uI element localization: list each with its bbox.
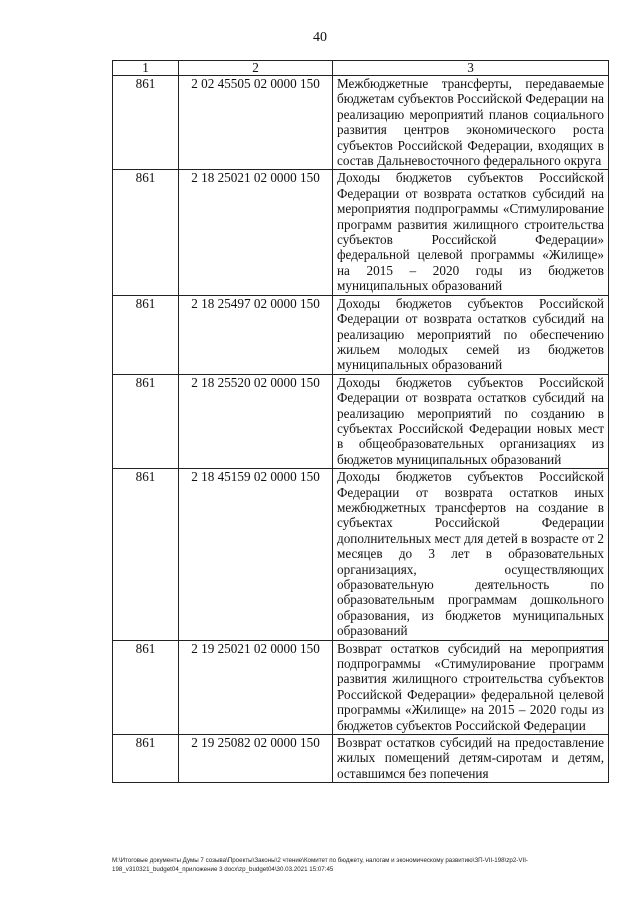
header-col-2: 2 (179, 61, 333, 76)
table-header-row (113, 61, 609, 76)
table-row (113, 170, 609, 295)
description-cell: Доходы бюджетов субъектов Российской Федерации от возврата остатков субсидий на мероприятия подпрограммы «Стимулирование программ развития жилищного строительства субъектов Российской Федерации» федеральной целевой программы «Жилище» на 2015 – 2020 годы из бюджетов муниципальных образований (333, 170, 609, 295)
table-row (113, 735, 609, 783)
table-row (113, 76, 609, 170)
revenue-codes-table (112, 60, 609, 783)
description-cell: Межбюджетные трансферты, передаваемые бюджетам субъектов Российской Федерации на реализацию мероприятий планов социального развития центров экономического роста субъектов Российской Федерации, входящих в состав Дальневосточного федерального округа (333, 76, 609, 170)
table-row (113, 374, 609, 468)
page-number: 40 (313, 30, 327, 45)
kbk-code-cell: 2 19 25021 02 0000 150 (179, 640, 333, 734)
kbk-code-cell: 2 02 45505 02 0000 150 (179, 76, 333, 170)
kbk-code-cell: 2 19 25082 02 0000 150 (179, 735, 333, 783)
admin-code-cell: 861 (113, 640, 179, 734)
table-row (113, 469, 609, 640)
description-cell: Доходы бюджетов субъектов Российской Федерации от возврата остатков субсидий на реализацию мероприятий по созданию в субъектах Российской Федерации новых мест в общеобразовательных организациях из бюджетов муниципальных образований (333, 374, 609, 468)
description-cell: Возврат остатков субсидий на мероприятия подпрограммы «Стимулирование программ развития жилищного строительства субъектов Российской Федерации» федеральной целевой программы «Жилище» на 2015 – 2020 годы из бюджетов субъектов Российской Федерации (333, 640, 609, 734)
description-cell: Доходы бюджетов субъектов Российской Федерации от возврата остатков иных межбюджетных трансфертов на создание в субъектах Российской Федерации дополнительных мест для детей в возрасте от 2 месяцев до 3 лет в образовательных организациях, осуществляющих образовательную деятельность по образовательным программам дошкольного образования, из бюджетов муниципальных образований (333, 469, 609, 640)
admin-code-cell: 861 (113, 76, 179, 170)
kbk-code-cell: 2 18 45159 02 0000 150 (179, 469, 333, 640)
admin-code-cell: 861 (113, 735, 179, 783)
header-col-1: 1 (113, 61, 179, 76)
description-cell: Возврат остатков субсидий на предоставление жилых помещений детям-сиротам и детям, оставшимся без попечения (333, 735, 609, 783)
admin-code-cell: 861 (113, 374, 179, 468)
table-row (113, 640, 609, 734)
admin-code-cell: 861 (113, 295, 179, 374)
kbk-code-cell: 2 18 25497 02 0000 150 (179, 295, 333, 374)
admin-code-cell: 861 (113, 469, 179, 640)
table-row (113, 295, 609, 374)
header-col-3: 3 (333, 61, 609, 76)
description-cell: Доходы бюджетов субъектов Российской Федерации от возврата остатков субсидий на реализацию мероприятий по обеспечению жильем молодых семей из бюджетов муниципальных образований (333, 295, 609, 374)
kbk-code-cell: 2 18 25520 02 0000 150 (179, 374, 333, 468)
file-path-footer: M:\Итоговые документы Думы 7 созыва\Проекты\Законы\2 чтение\Комитет по бюджету, налогам и экономическому развитию\ЗП-VII-198\zp2-VII-198_v310321_budget04_приложение 3 docx\zp_budget04\30.03.2021 15:07:45 (112, 857, 528, 873)
kbk-code-cell: 2 18 25021 02 0000 150 (179, 170, 333, 295)
admin-code-cell: 861 (113, 170, 179, 295)
